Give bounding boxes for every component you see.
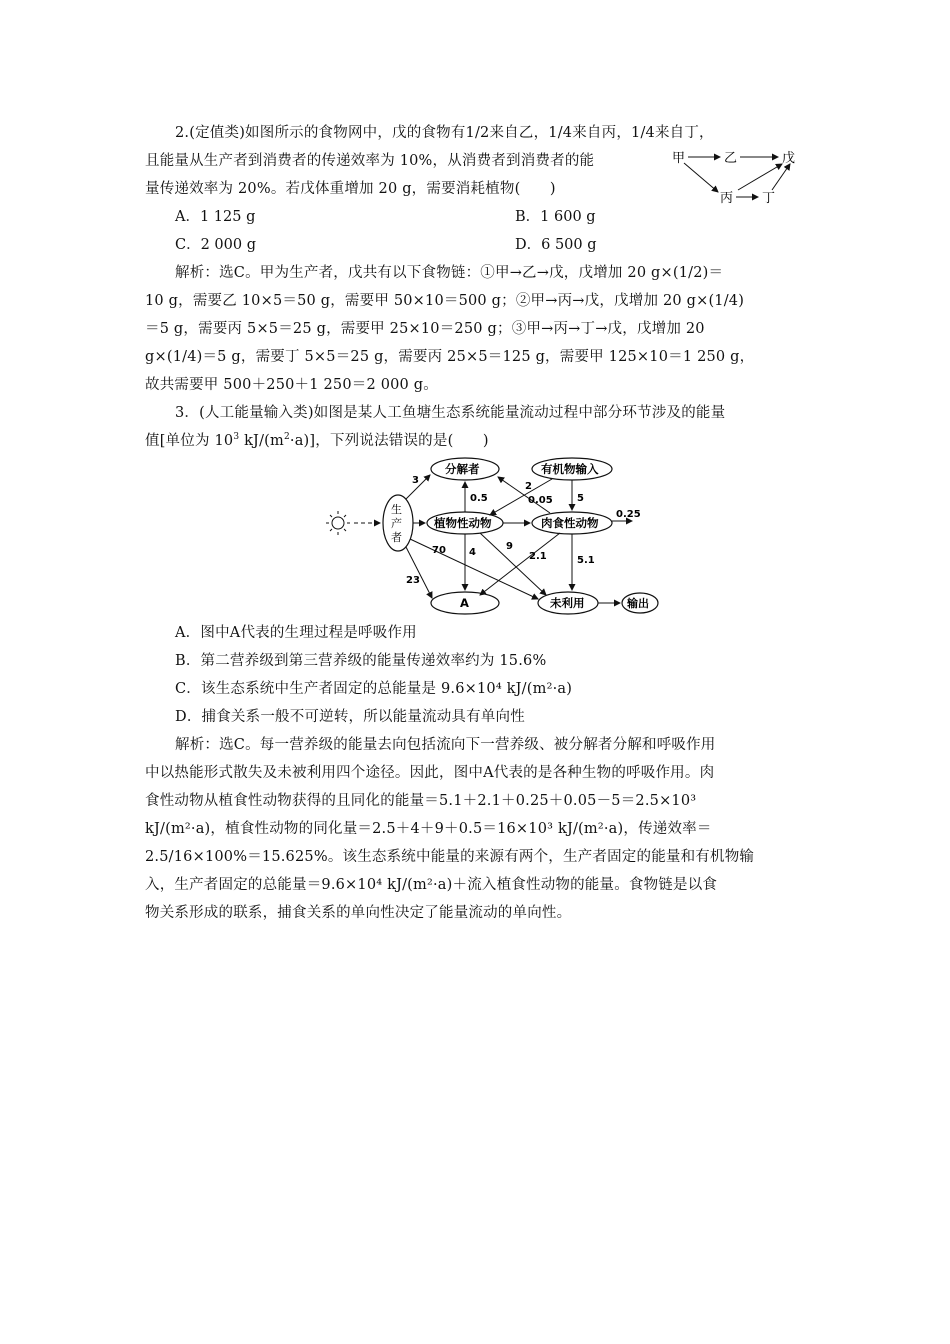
q2-answer-line-2: 10 g，需要乙 10×5＝50 g，需要甲 50×10＝500 g；②甲→丙→戊，戊增加 20 g×(1/4) [145,293,745,309]
q2-option-b: B．1 600 g [515,209,596,225]
q3-answer-line-7: 物关系形成的联系，捕食关系的单向性决定了能量流动的单向性。 [145,905,572,921]
value-herb-decomp: 0.5 [470,493,488,504]
node-decomposer: 分解者 [445,462,480,476]
q2-answer-line-5: 故共需要甲 500＋250＋1 250＝2 000 g。 [145,377,438,393]
q3-answer-line-5: 2.5/16×100%＝15.625%。该生态系统中能量的来源有两个，生产者固定的能量和有机物输 [145,849,755,865]
node-herbivore: 植物性动物 [434,516,492,530]
node-a: A [460,596,469,610]
value-herb-carn: 2.1 [529,551,547,562]
q2-stem-line-3: 量传递效率为 20%。若戊体重增加 20 g，需要消耗植物( ) [145,181,556,197]
energy-flow-diagram [320,455,660,620]
q3-option-a: A．图中A代表的生理过程是呼吸作用 [175,625,417,641]
q3-answer-line-2: 中以热能形式散失及未被利用四个途径。因此，图中A代表的是各种生物的呼吸作用。肉 [145,765,715,781]
q3-stem-line-1: 3．(人工能量输入类)如图是某人工鱼塘生态系统能量流动过程中部分环节涉及的能量 [175,405,726,421]
node-jia: 甲 [672,151,686,166]
q2-stem-line-2: 且能量从生产者到消费者的传递效率为 10%，从消费者到消费者的能 [145,153,595,169]
value-carn-unused-out: 0.25 [616,509,641,520]
q3-answer-line-1: 解析：选C。每一营养级的能量去向包括流向下一营养级、被分解者分解和呼吸作用 [175,737,716,753]
node-yi: 乙 [724,151,738,166]
q2-stem-line-1: 2.(定值类)如图所示的食物网中，戊的食物有1/2来自乙，1/4来自丙，1/4来自丁， [175,125,714,141]
sun-icon [326,511,350,535]
q3-answer-line-3: 食性动物从植食性动物获得的且同化的能量＝5.1＋2.1＋0.25＋0.05－5＝2.5×10³ [145,793,697,809]
value-carn-decomp: 0.05 [528,495,553,506]
node-unused: 未利用 [550,596,585,610]
q2-answer-line-3: ＝5 g，需要丙 5×5＝25 g，需要甲 25×10＝250 g；③甲→丙→丁→戊，戊增加 20 [145,321,705,337]
node-organic-input: 有机物输入 [541,462,599,476]
node-producer-3: 者 [391,531,402,544]
node-carnivore: 肉食性动物 [541,516,599,530]
node-producer-2: 产 [391,517,402,530]
node-wu: 戊 [782,151,796,166]
q2-answer-line-4: g×(1/4)＝5 g，需要丁 5×5＝25 g，需要丙 25×5＝125 g，需要甲 125×10＝1 250 g， [145,349,755,365]
value-herb-a: 4 [469,547,476,558]
q3-answer-line-4: kJ/(m²·a)，植食性动物的同化量＝2.5＋4＋9＋0.5＝16×10³ kJ/(m²·a)，传递效率＝ [145,821,712,837]
q3-option-b: B．第二营养级到第三营养级的能量传递效率约为 15.6% [175,653,547,669]
q3-option-d: D．捕食关系一般不可逆转，所以能量流动具有单向性 [175,709,525,725]
value-org-carn: 5 [577,493,584,504]
value-p-decomp: 3 [412,475,419,486]
q2-option-a: A．1 125 g [175,209,256,225]
value-org-herb: 2 [525,481,532,492]
node-output: 输出 [627,597,649,610]
q3-stem-line-2: 值[单位为 $10^3$ $kJ/(m^2\cdot a)$]，下列说法错误的是( ) [145,432,489,449]
q3-option-c: C．该生态系统中生产者固定的总能量是 9.6×10⁴ kJ/(m²·a) [175,681,573,697]
node-bing: 丙 [720,191,734,206]
q2-option-d: D．6 500 g [515,237,597,253]
food-web-diagram [668,142,808,212]
value-p-a: 23 [406,575,420,586]
value-carn-a: 5.1 [577,555,595,566]
q2-option-c: C．2 000 g [175,237,256,253]
node-producer-1: 生 [391,503,402,516]
node-ding: 丁 [762,191,776,206]
q3-answer-line-6: 入，生产者固定的总能量＝9.6×10⁴ kJ/(m²·a)＋流入植食性动物的能量。食物链是以食 [145,877,718,893]
value-herb-unused: 9 [506,541,513,552]
value-p-unused: 70 [432,545,446,556]
q2-answer-line-1: 解析：选C。甲为生产者，戊共有以下食物链：①甲→乙→戊，戊增加 20 g×(1/2)＝ [175,265,724,281]
